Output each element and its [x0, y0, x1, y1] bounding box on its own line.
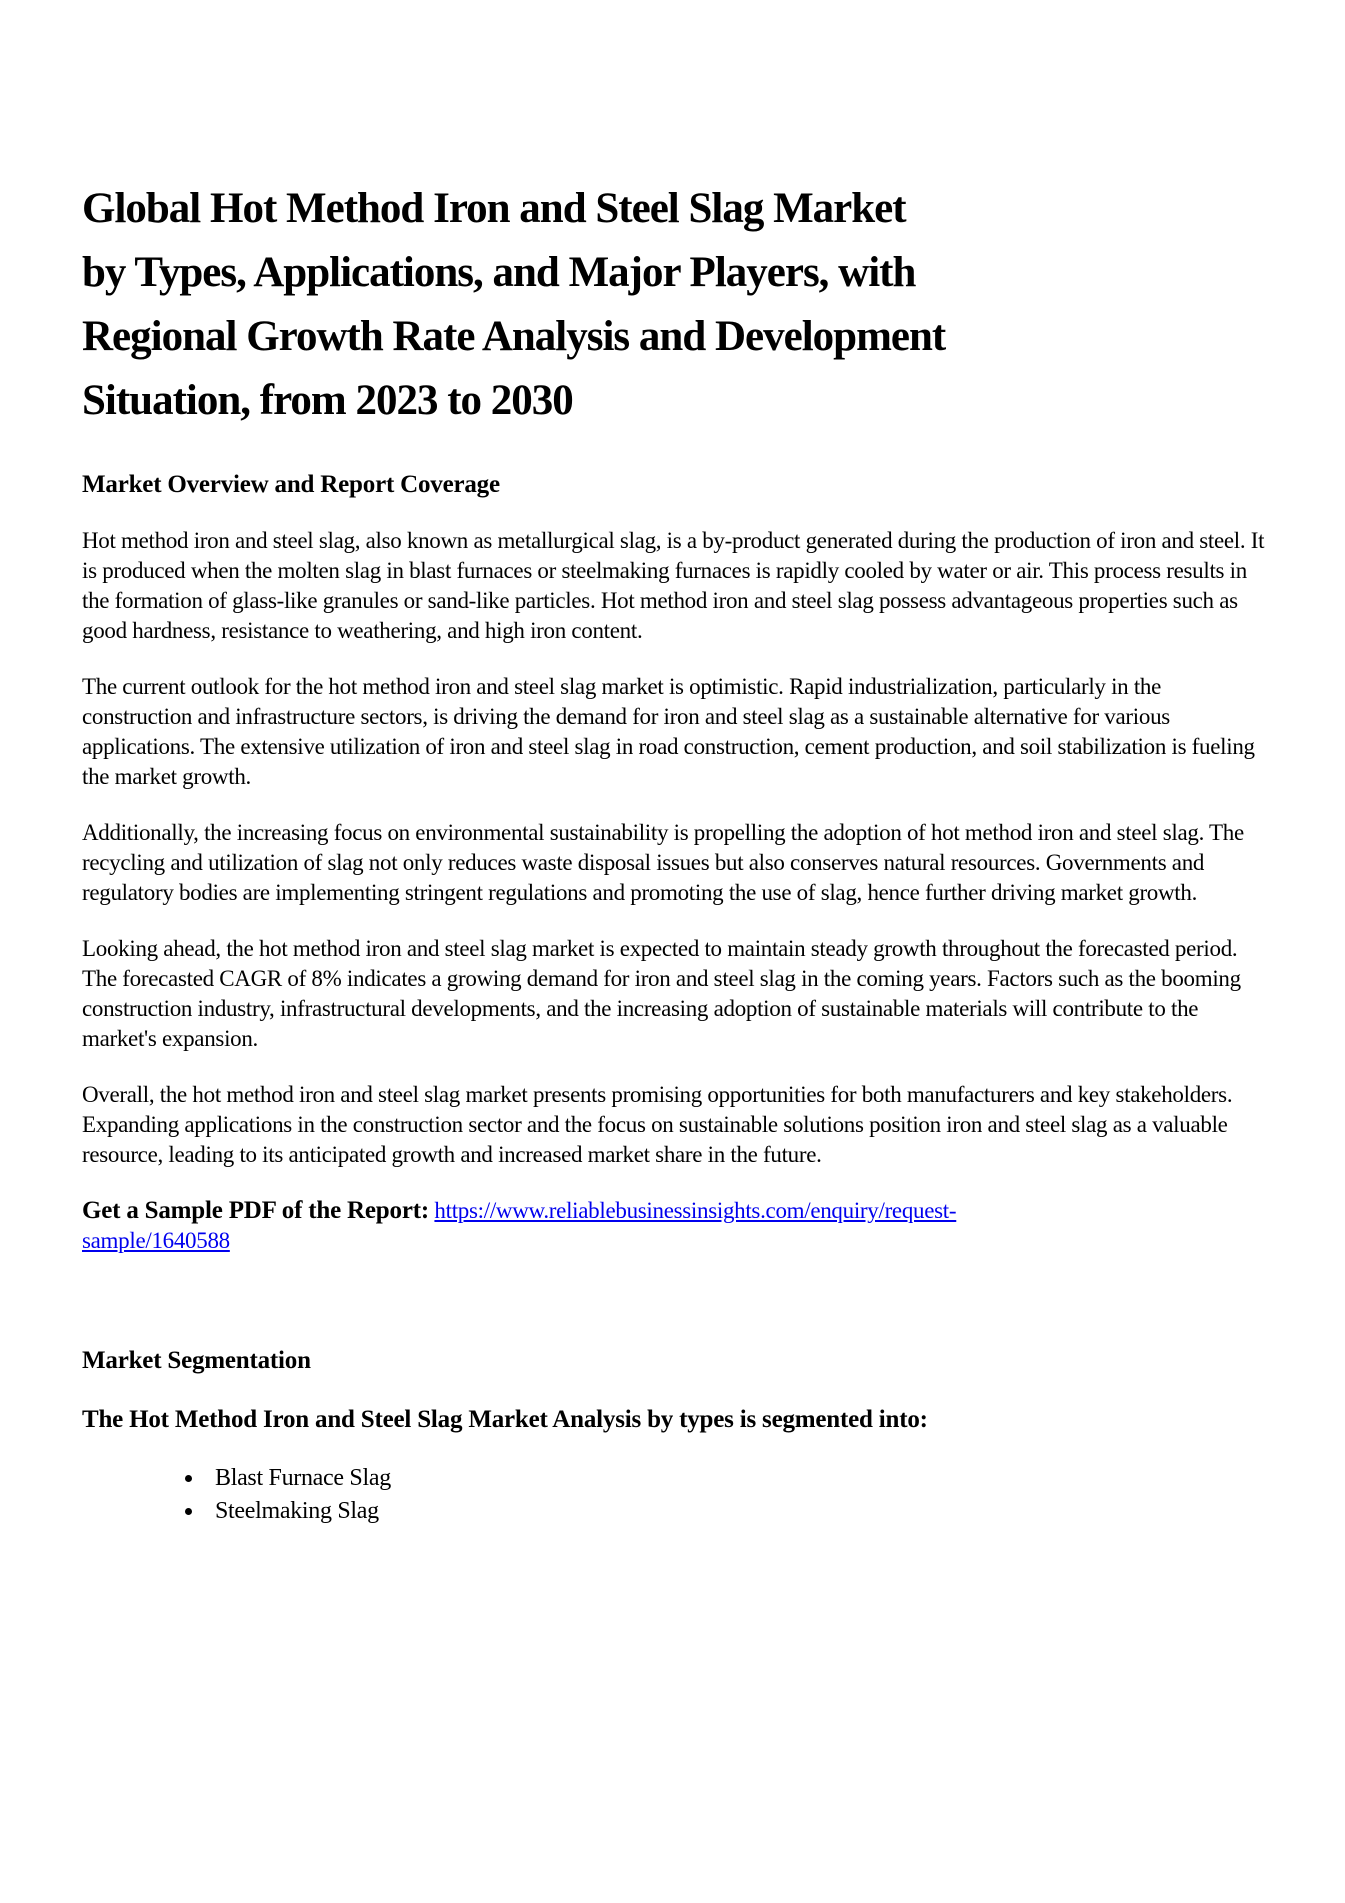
page-title-line-3: Regional Growth Rate Analysis and Development [82, 313, 946, 360]
paragraph-opportunities: Overall, the hot method iron and steel slag market presents promising opportunities for both manufacturers and key stakeholders. Expanding applications in the construction sector and the focus on sustainable solutions position iron and steel slag as a valuable resource, leading to its anticipated growth and increased market share in the future. [82, 1082, 1233, 1167]
page-title [82, 177, 1267, 433]
sample-pdf-label: Get a Sample PDF of the Report: [82, 1197, 429, 1224]
list-item-blast-furnace-slag: • Blast Furnace Slag [205, 1462, 1267, 1495]
sample-pdf-link-line-1[interactable]: https://www.reliablebusinessinsights.com/enquiry/request- [434, 1198, 957, 1223]
sample-pdf-line [82, 1196, 1267, 1256]
types-list [82, 1462, 1267, 1528]
paragraph-outlook: The current outlook for the hot method iron and steel slag market is optimistic. Rapid industrialization, particularly in the construction and infrastructure sectors, is driving the demand for iron and steel slag as a sustainable alternative for various applications. The extensive utilization of iron and steel slag in road construction, cement production, and soil stabilization is fueling the market growth. [82, 674, 1255, 789]
types-intro-heading: The Hot Method Iron and Steel Slag Market Analysis by types is segmented into: [82, 1406, 928, 1433]
segmentation-heading: Market Segmentation [82, 1347, 311, 1374]
document-content [82, 0, 1267, 1528]
page-title-line-1: Global Hot Method Iron and Steel Slag Market [82, 185, 906, 232]
overview-heading: Market Overview and Report Coverage [82, 471, 500, 498]
page-title-line-2: by Types, Applications, and Major Players, with [82, 249, 916, 296]
paragraph-forecast: Looking ahead, the hot method iron and steel slag market is expected to maintain steady growth throughout the forecasted period. The forecasted CAGR of 8% indicates a growing demand for iron and steel slag in the coming years. Factors such as the booming construction industry, infrastructural developments, and the increasing adoption of sustainable materials will contribute to the market's expansion. [82, 936, 1241, 1051]
sample-pdf-link-line-2[interactable]: sample/1640588 [82, 1228, 230, 1253]
page-title-line-4: Situation, from 2023 to 2030 [82, 377, 573, 424]
paragraph-overview-1: Hot method iron and steel slag, also known as metallurgical slag, is a by-product generated during the production of iron and steel. It is produced when the molten slag in blast furnaces or steelmaking furnaces is rapidly cooled by water or air. This process results in the formation of glass-like granules or sand-like particles. Hot method iron and steel slag possess advantageous properties such as good hardness, resistance to weathering, and high iron content. [82, 528, 1265, 643]
paragraph-sustainability: Additionally, the increasing focus on environmental sustainability is propelling the adoption of hot method iron and steel slag. The recycling and utilization of slag not only reduces waste disposal issues but also conserves natural resources. Governments and regulatory bodies are implementing stringent regulations and promoting the use of slag, hence further driving market growth. [82, 820, 1244, 905]
list-item-steelmaking-slag: • Steelmaking Slag [205, 1495, 1267, 1528]
